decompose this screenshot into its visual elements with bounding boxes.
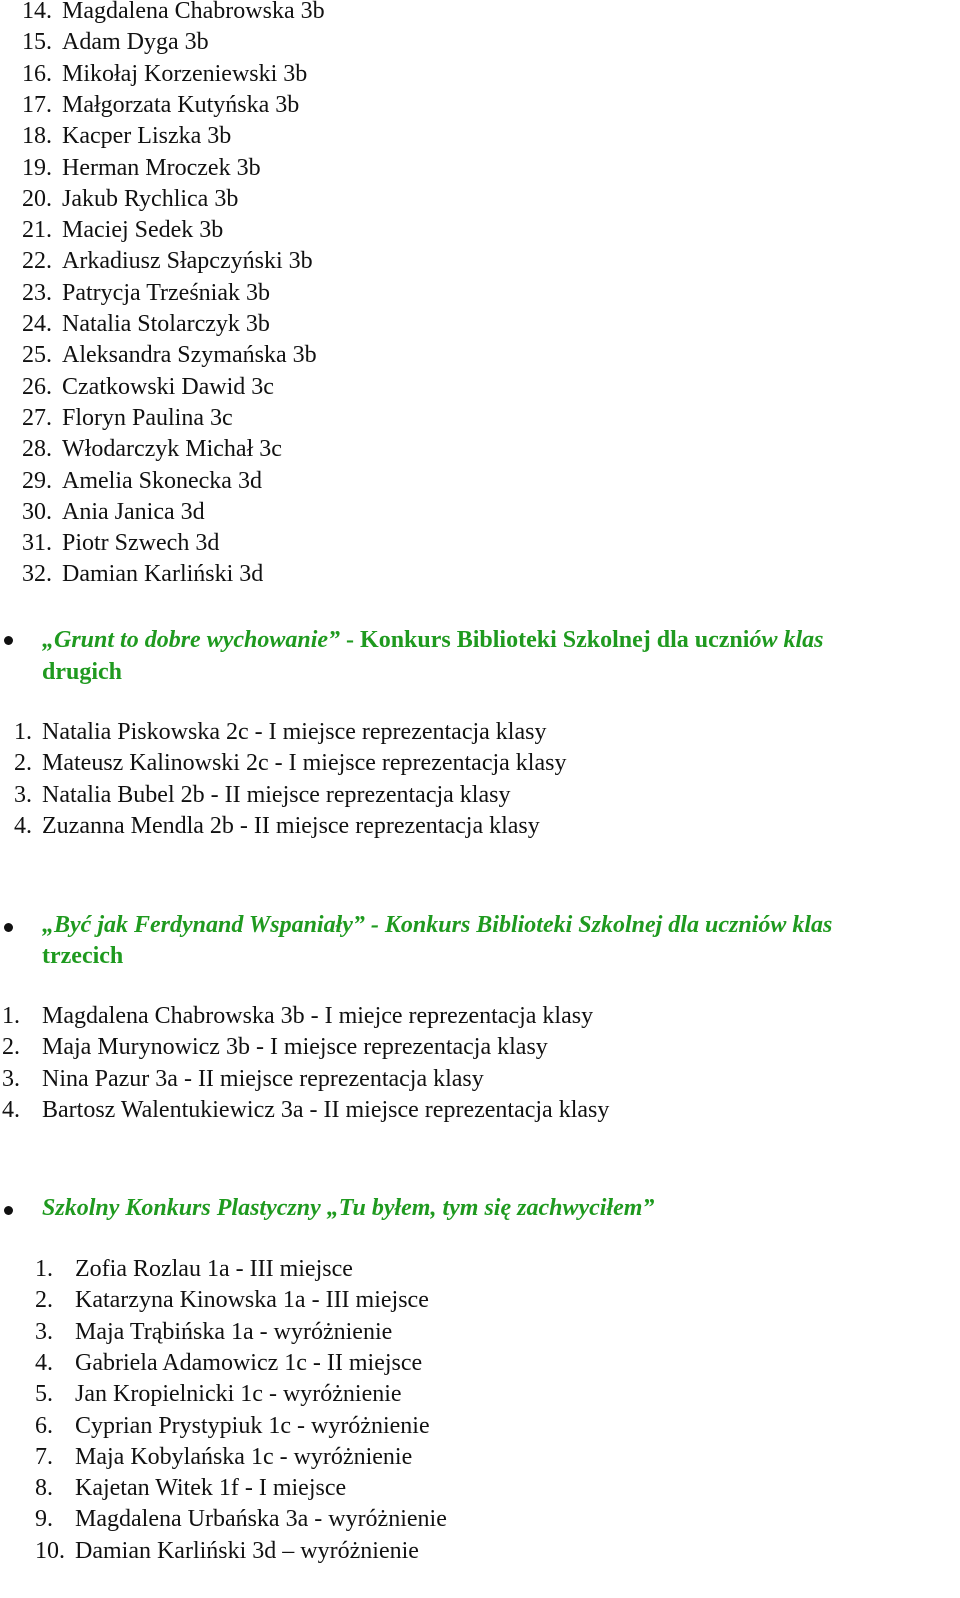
list-item-text: Natalia Stolarczyk 3b <box>62 311 270 337</box>
list-item-text: Aleksandra Szymańska 3b <box>62 342 317 369</box>
list-item-text: Włodarczyk Michał 3c <box>62 436 282 463</box>
list-item-number: 7. <box>35 1443 53 1470</box>
list-item-number: 2. <box>2 1034 20 1061</box>
list-item-text: Piotr Szwech 3d <box>62 530 220 557</box>
list-item-number: 29. <box>22 467 52 494</box>
list-item-number: 18. <box>22 123 52 150</box>
list-item-number: 9. <box>35 1506 53 1533</box>
list-item-number: 19. <box>22 154 52 181</box>
list-item-number: 24. <box>22 311 52 337</box>
contest-desc-1: - Konkurs Biblioteki Szkolnej dla uczni <box>340 627 750 653</box>
list-item-text: Zofia Rozlau 1a - III miejsce <box>75 1256 353 1282</box>
list-item-text: Nina Pazur 3a - II miejsce reprezentacja klasy <box>42 1065 484 1092</box>
list-item-number: 23. <box>22 279 52 306</box>
contest-heading-2-line2: trzecich <box>42 943 124 969</box>
list-item-text: Zuzanna Mendla 2b - II miejsce reprezentacja klasy <box>42 812 540 839</box>
list-item-number: 10. <box>35 1537 65 1564</box>
list-item-number: 26. <box>22 373 52 400</box>
list-item-number: 2. <box>14 750 32 777</box>
list-item-number: 16. <box>22 60 52 87</box>
list-item-number: 2. <box>35 1287 53 1314</box>
list-item-text: Kajetan Witek 1f - I miejsce <box>75 1475 347 1502</box>
list-item-text: Ania Janica 3d <box>62 498 205 525</box>
list-item-text: Arkadiusz Słapczyński 3b <box>62 248 313 275</box>
list-item-text: Maja Trąbińska 1a - wyróżnienie <box>75 1318 393 1345</box>
list-item-text: Małgorzata Kutyńska 3b <box>62 91 300 118</box>
contest-heading-1 <box>42 624 823 656</box>
list-item-number: 17. <box>22 91 52 118</box>
list-item-number: 30. <box>22 498 52 525</box>
list-item-text: Maja Murynowicz 3b - I miejsce reprezentacja klasy <box>42 1034 548 1061</box>
list-item-number: 3. <box>35 1318 53 1345</box>
list-item-text: Floryn Paulina 3c <box>62 404 233 431</box>
list-item-number: 32. <box>22 561 52 588</box>
list-item-number: 27. <box>22 404 52 431</box>
list-item-number: 5. <box>35 1381 53 1408</box>
contest-title-1: „Grunt to dobre wychowanie” <box>42 627 341 653</box>
contest-heading-1-line2: drugich <box>42 659 123 685</box>
list-item-number: 14. <box>22 0 52 24</box>
list-item-number: 21. <box>22 217 52 244</box>
list-item-number: 15. <box>22 29 52 56</box>
list-item-number: 1. <box>2 1003 20 1029</box>
list-item-text: Maciej Sedek 3b <box>62 217 224 244</box>
list-item-text: Maja Kobylańska 1c - wyróżnienie <box>75 1443 413 1470</box>
list-item-text: Amelia Skonecka 3d <box>62 467 262 494</box>
contest-desc-1-end: ów klas <box>749 627 824 653</box>
list-item-text: Cyprian Prystypiuk 1c - wyróżnienie <box>75 1412 430 1439</box>
list-item-number: 1. <box>35 1256 53 1282</box>
list-item-text: Jakub Rychlica 3b <box>62 185 239 212</box>
bullet-icon <box>4 1206 13 1215</box>
list-item-number: 20. <box>22 185 52 212</box>
list-item-number: 28. <box>22 436 52 463</box>
list-item-text: Natalia Bubel 2b - II miejsce reprezentacja klasy <box>42 781 511 808</box>
list-item-text: Kacper Liszka 3b <box>62 123 232 150</box>
list-item-number: 31. <box>22 530 52 557</box>
list-item-number: 3. <box>2 1065 20 1092</box>
list-item-number: 8. <box>35 1475 53 1502</box>
contest-heading-3: Szkolny Konkurs Plastyczny „Tu byłem, tym się zachwyciłem” <box>42 1195 655 1221</box>
bullet-icon <box>4 923 13 932</box>
list-item-text: Natalia Piskowska 2c - I miejsce reprezentacja klasy <box>42 719 547 745</box>
list-item-text: Adam Dyga 3b <box>62 29 209 56</box>
list-item-text: Bartosz Walentukiewicz 3a - II miejsce reprezentacja klasy <box>42 1096 610 1123</box>
list-item-text: Mikołaj Korzeniewski 3b <box>62 60 308 87</box>
list-item-text: Herman Mroczek 3b <box>62 154 261 181</box>
list-item-text: Mateusz Kalinowski 2c - I miejsce reprezentacja klasy <box>42 750 567 777</box>
list-item-text: Katarzyna Kinowska 1a - III miejsce <box>75 1287 429 1314</box>
list-item-text: Gabriela Adamowicz 1c - II miejsce <box>75 1349 423 1376</box>
list-item-number: 4. <box>14 812 32 839</box>
list-item-number: 6. <box>35 1412 53 1439</box>
list-item-text: Damian Karliński 3d – wyróżnienie <box>75 1537 419 1564</box>
contest-heading-2: „Być jak Ferdynand Wspaniały” - Konkurs Biblioteki Szkolnej dla uczniów klas <box>42 912 833 938</box>
list-item-number: 4. <box>35 1349 53 1376</box>
list-item-text: Magdalena Chabrowska 3b <box>62 0 325 24</box>
list-item-text: Patrycja Trześniak 3b <box>62 279 270 306</box>
bullet-icon <box>4 636 13 645</box>
list-item-number: 3. <box>14 781 32 808</box>
list-item-number: 4. <box>2 1096 20 1123</box>
list-item-text: Magdalena Chabrowska 3b - I miejce reprezentacja klasy <box>42 1003 594 1029</box>
list-item-text: Magdalena Urbańska 3a - wyróżnienie <box>75 1506 447 1533</box>
list-item-text: Czatkowski Dawid 3c <box>62 373 274 400</box>
list-item-number: 25. <box>22 342 52 369</box>
list-item-text: Jan Kropielnicki 1c - wyróżnienie <box>75 1381 402 1408</box>
list-item-text: Damian Karliński 3d <box>62 561 264 588</box>
list-item-number: 22. <box>22 248 52 275</box>
list-item-number: 1. <box>14 719 32 745</box>
